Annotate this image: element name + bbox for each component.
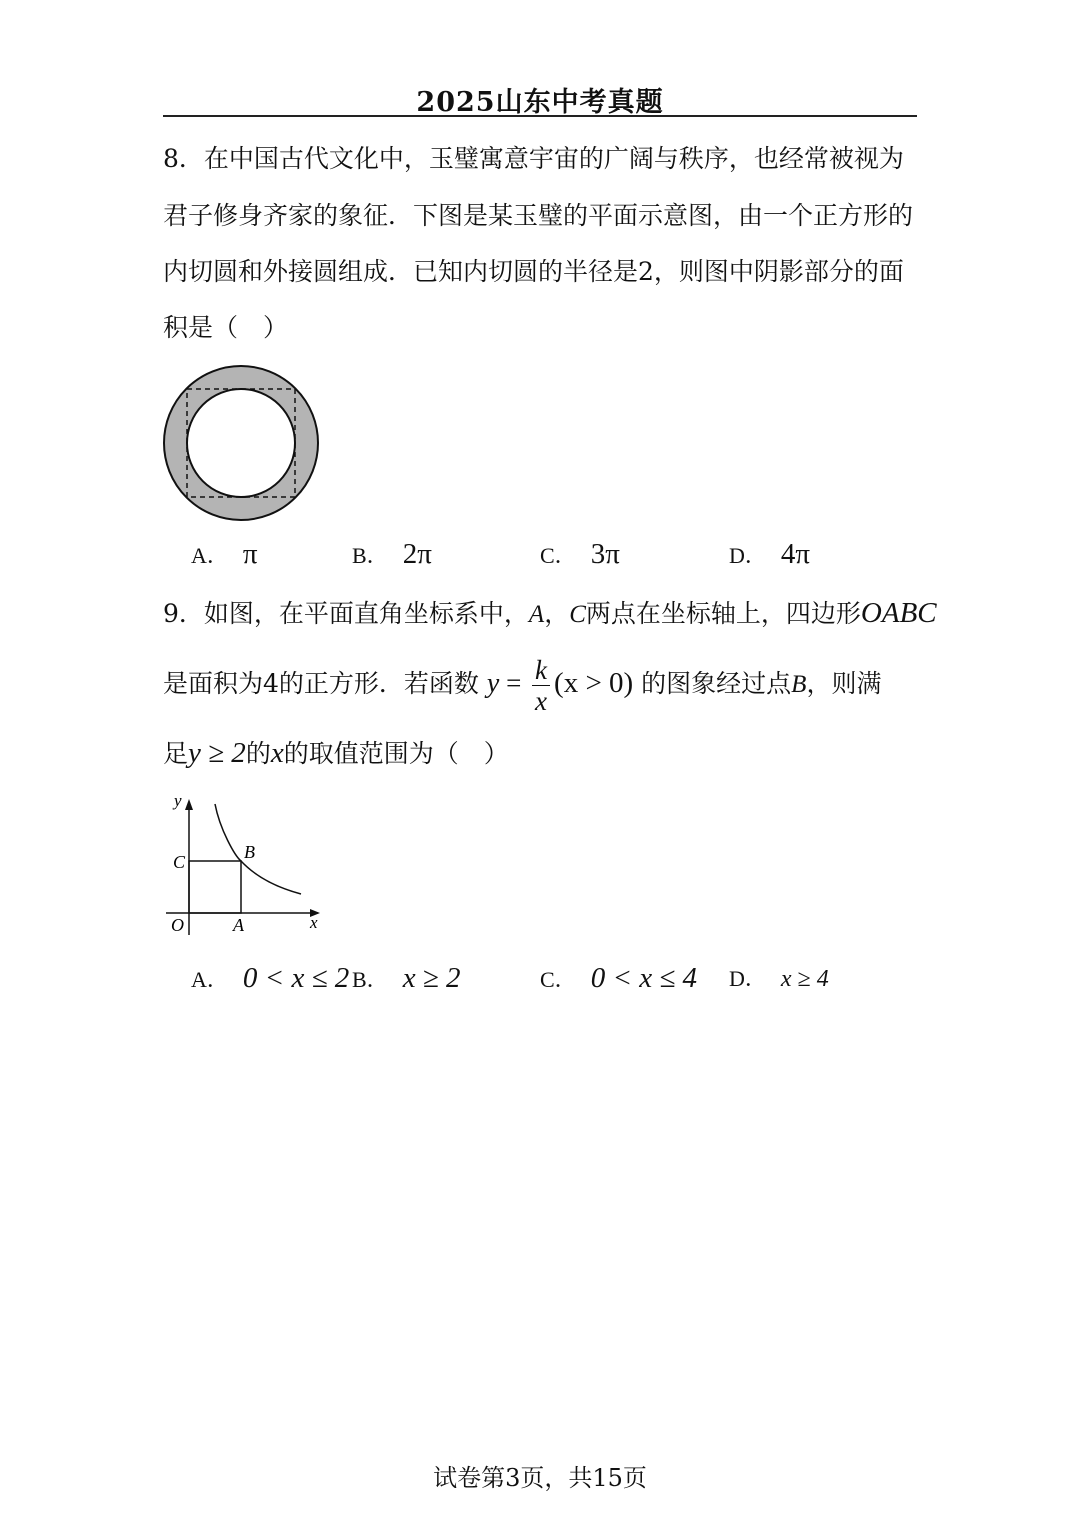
label-o: O — [171, 915, 184, 935]
label-c: C — [173, 852, 186, 872]
q8-line-2: 君子修身齐家的象征．下图是某玉璧的平面示意图，由一个正方形的 — [163, 201, 914, 230]
domain-condition: (x > 0) — [554, 667, 634, 699]
option-letter: B． — [352, 543, 389, 568]
q9-option-b[interactable] — [352, 962, 460, 995]
q8-line-4: 积是（ ） — [163, 313, 289, 342]
option-letter: C． — [540, 543, 577, 568]
option-value: 2π — [402, 538, 432, 570]
q9-options — [0, 962, 1080, 1002]
fraction-numerator: k — [532, 655, 550, 686]
q9-text: 的取值范围为（ ） — [283, 739, 509, 768]
q9-option-a[interactable] — [191, 962, 349, 995]
inner-circle — [187, 389, 295, 497]
q8-options — [0, 538, 1080, 578]
label-y: y — [174, 791, 182, 810]
condition-y-ge-2: y ≥ 2 — [188, 737, 246, 769]
q9-option-d[interactable] — [729, 962, 829, 993]
q9-text: 9．如图，在平面直角坐标系中， — [163, 599, 529, 628]
equals-sign: = — [499, 668, 529, 698]
option-value: 0 < x ≤ 4 — [590, 962, 698, 994]
quad-oabc-ref: OABC — [860, 597, 937, 629]
header-divider — [163, 115, 917, 117]
page-footer: 试卷第3页，共15页 — [433, 1464, 647, 1492]
square-oabc — [189, 861, 241, 913]
q8-option-a[interactable] — [191, 538, 258, 571]
point-a-ref: A — [528, 601, 545, 628]
point-c-ref: C — [569, 601, 586, 628]
function-y: y — [486, 668, 500, 699]
q9-coordinate-figure — [160, 790, 330, 945]
option-letter: D． — [729, 543, 767, 568]
option-letter: A． — [191, 543, 229, 568]
option-letter: A． — [191, 967, 229, 992]
y-axis-arrow — [185, 799, 193, 810]
label-a: A — [233, 915, 244, 935]
q8-option-c[interactable] — [540, 538, 620, 571]
q9-line-3 — [163, 725, 923, 782]
q9-text: ， — [544, 599, 570, 628]
q8-option-d[interactable] — [729, 538, 810, 571]
q8-line-3: 内切圆和外接圆组成．已知内切圆的半径是2，则图中阴影部分的面 — [163, 257, 904, 286]
hyperbola-curve — [215, 804, 301, 894]
option-value: x ≥ 4 — [780, 966, 829, 992]
variable-x: x — [270, 737, 284, 769]
q9-text: 两点在坐标轴上，四边形 — [585, 599, 861, 628]
option-value: π — [242, 538, 258, 570]
label-x: x — [310, 913, 318, 932]
option-value: 3π — [590, 538, 620, 570]
fraction-denominator: x — [535, 686, 548, 716]
q9-option-c[interactable] — [540, 962, 697, 995]
fraction-k-over-x — [532, 655, 550, 716]
q8-jade-disc-figure — [160, 362, 324, 526]
q9-line-2 — [163, 650, 923, 720]
q9-text: 足 — [163, 739, 189, 768]
option-letter: C． — [540, 967, 577, 992]
q9-line-1 — [163, 585, 937, 643]
label-b: B — [244, 842, 255, 862]
q9-text: ，则满 — [806, 669, 882, 698]
option-value: 0 < x ≤ 2 — [242, 962, 350, 994]
option-letter: D． — [729, 966, 767, 991]
q9-text: 是面积为4的正方形．若函数 — [163, 669, 479, 698]
q9-text: 的 — [245, 739, 271, 768]
q8-option-b[interactable] — [352, 538, 432, 571]
option-value: x ≥ 2 — [402, 962, 461, 994]
point-b-ref: B — [791, 671, 807, 698]
q8-line-1: 8．在中国古代文化中，玉璧寓意宇宙的广阔与秩序，也经常被视为 — [163, 144, 904, 173]
page-header-title: 2025山东中考真题 — [416, 87, 664, 118]
q9-text: 的图象经过点 — [641, 669, 792, 698]
option-value: 4π — [780, 538, 811, 570]
option-letter: B． — [352, 967, 389, 992]
